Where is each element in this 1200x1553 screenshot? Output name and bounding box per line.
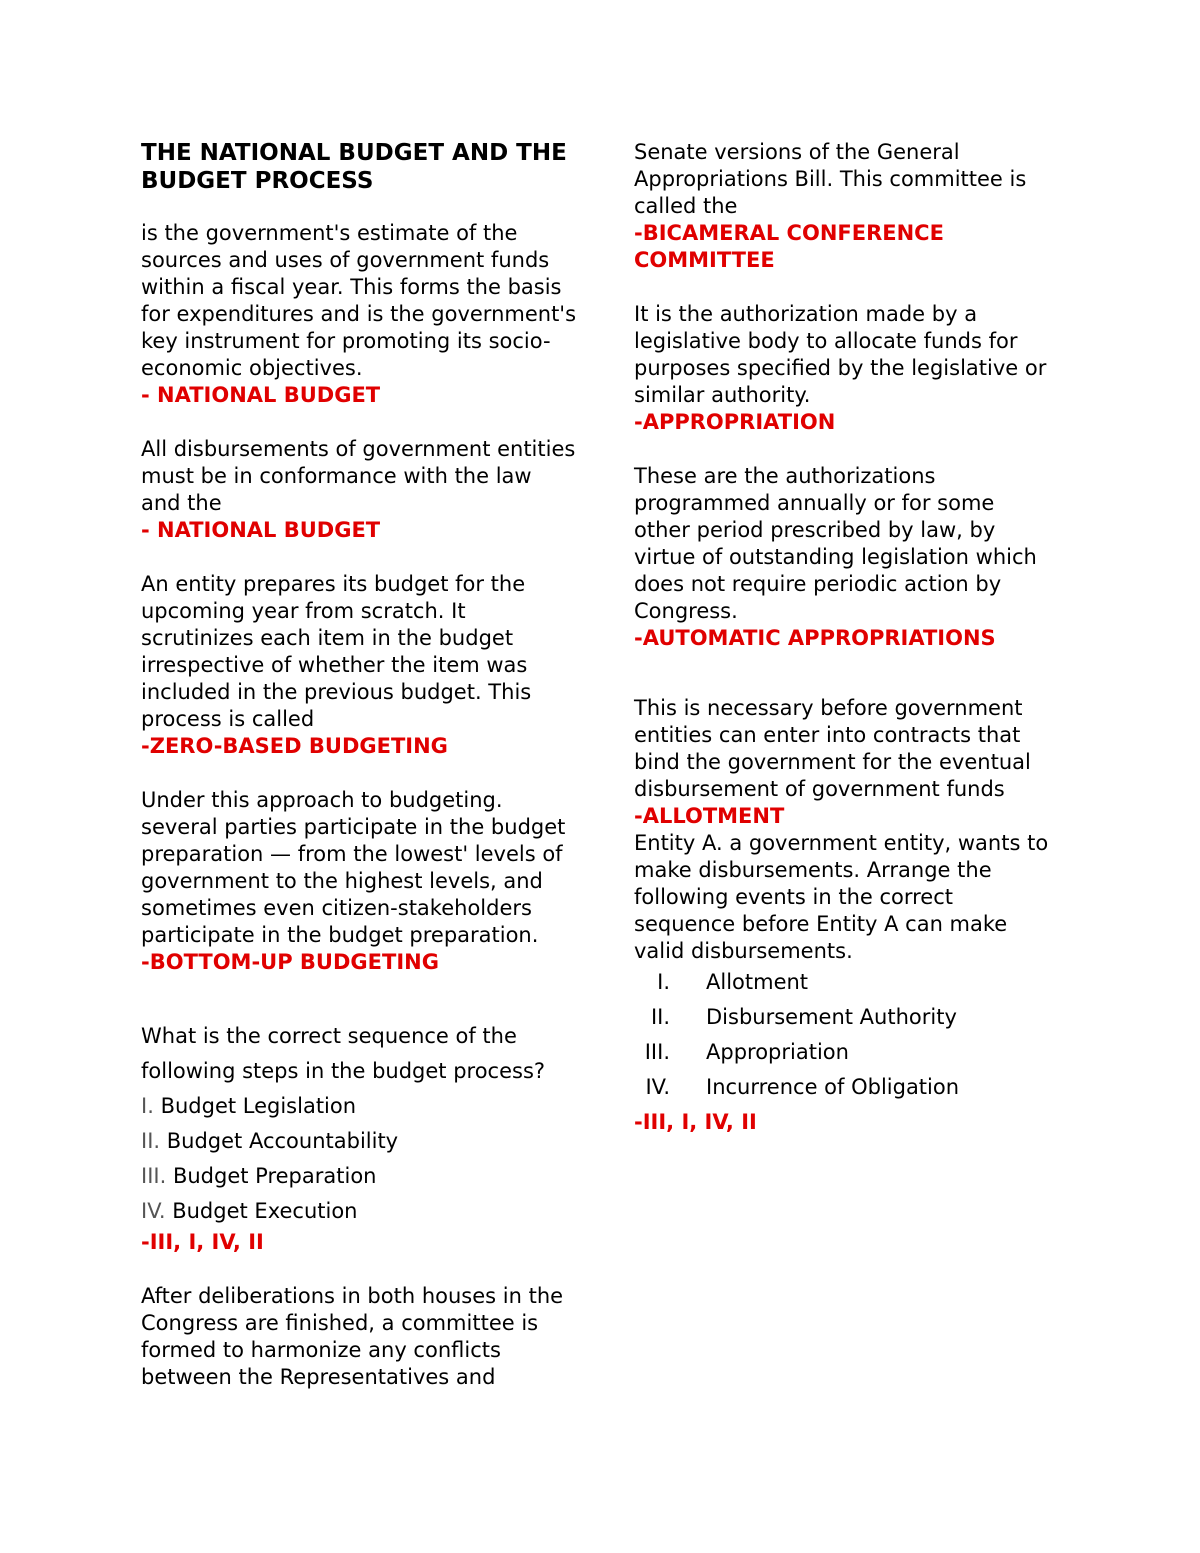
right-column [634,139,1054,1136]
list-item: I. Allotment [657,970,809,994]
answer-text: -APPROPRIATION [634,410,836,434]
list-item: IV. Budget Execution [141,1199,358,1223]
question-text: Under this approach to budgeting. several parties participate in the budget preparation — from the lowest' levels of government to the highest levels, and sometimes even citizen-stakeholders participate in the budget preparation. [141,788,566,947]
sequence-question: Entity A. a government entity, wants to make disbursements. Arrange the following events in the correct sequence before Entity A can make valid disbursements. [634,831,1049,963]
list-item: I. Budget Legislation [141,1094,357,1118]
answer-text: -BOTTOM-UP BUDGETING [141,950,439,974]
list-item: III. Appropriation [644,1040,849,1064]
left-column [141,139,577,1391]
sequence-list [634,965,1054,1105]
question-text: These are the authorizations programmed annually or for some other period prescribed by law, by virtue of outstanding legislation which does not require periodic action by Congress. [634,464,1037,623]
list-item: III. Budget Preparation [141,1164,377,1188]
question-text: After deliberations in both houses in the Congress are finished, a committee is formed to harmonize any conflicts between the Representatives and [141,1284,564,1389]
question-text: All disbursements of government entities must be in conformance with the law and the [141,437,576,515]
sequence-list [141,1089,577,1229]
sequence-question: What is the correct sequence of the following steps in the budget process? [141,1024,546,1083]
answer-text: -III, I, IV, II [141,1230,264,1254]
list-item: II. Budget Accountability [141,1129,399,1153]
answer-text: - NATIONAL BUDGET [141,383,381,407]
answer-text: -III, I, IV, II [634,1110,757,1134]
answer-text: -BICAMERAL CONFERENCE COMMITTEE [634,221,944,272]
answer-text: -ALLOTMENT [634,804,785,828]
page-title: THE NATIONAL BUDGET AND THE BUDGET PROCESS [141,140,567,194]
question-text: This is necessary before government entities can enter into contracts that bind the government for the eventual disbursement of government funds [634,696,1031,801]
list-item: II. Disbursement Authority [650,1005,957,1029]
answer-text: -AUTOMATIC APPROPRIATIONS [634,626,996,650]
answer-text: -ZERO-BASED BUDGETING [141,734,448,758]
question-text: An entity prepares its budget for the upcoming year from scratch. It scrutinizes each item in the budget irrespective of whether the item was included in the previous budget. This process is called [141,572,532,731]
question-text: It is the authorization made by a legislative body to allocate funds for purposes specified by the legislative or similar authority. [634,302,1047,407]
question-text: is the government's estimate of the sources and uses of government funds within a fiscal year. This forms the basis for expenditures and is the government's key instrument for promoting its socio-economic objectives. [141,221,577,380]
list-item: IV. Incurrence of Obligation [645,1075,960,1099]
question-text: Senate versions of the General Appropriations Bill. This committee is called the [634,140,1027,218]
answer-text: - NATIONAL BUDGET [141,518,381,542]
